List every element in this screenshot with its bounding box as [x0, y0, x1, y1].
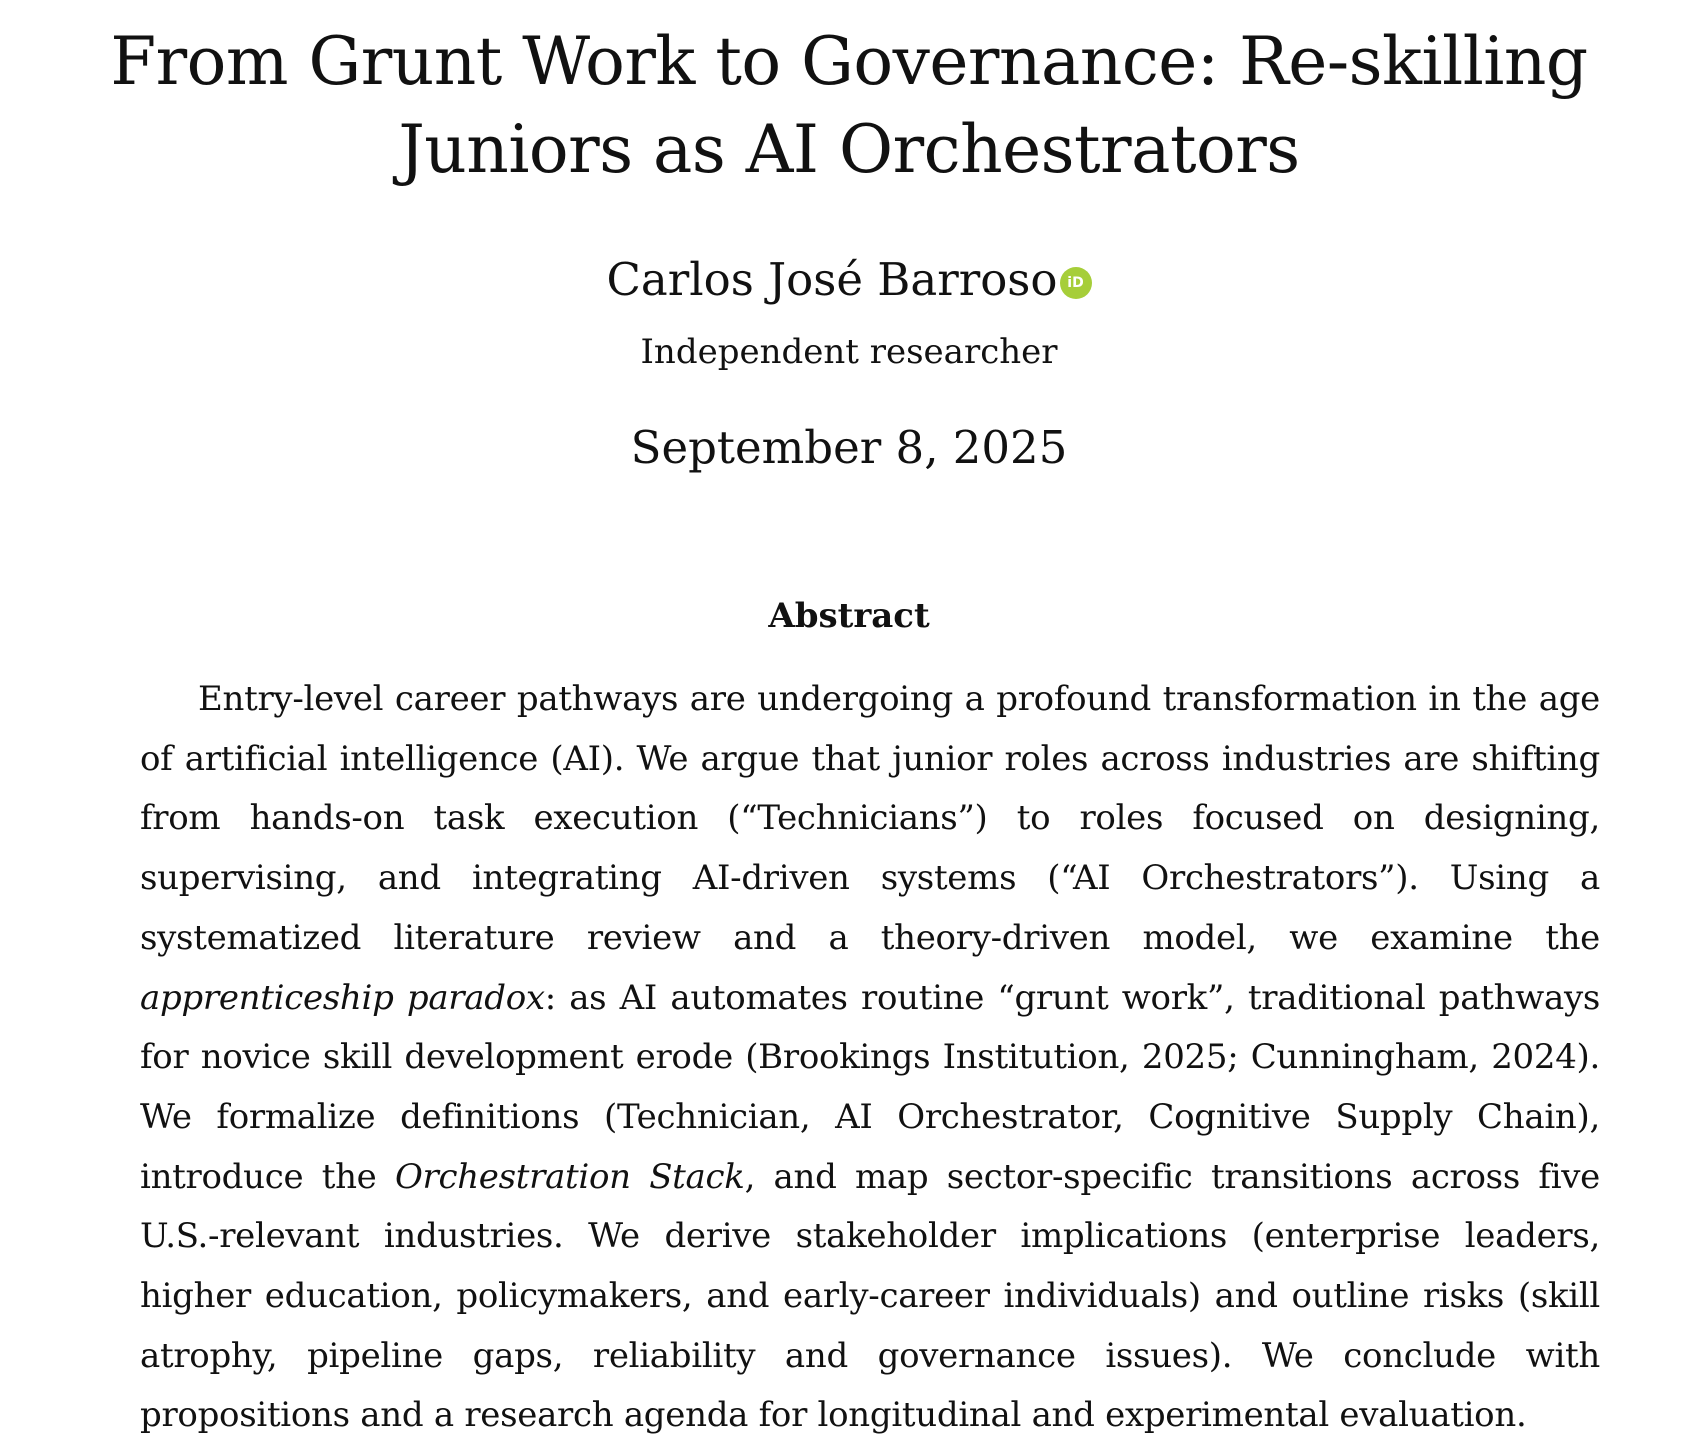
- abstract-text-segment: , and map sector-specific transitions across five U.S.-relevant industries. We derive stakeholder implications (enterprise leaders, higher education, policymakers, and early-career individuals) and outline risks (skill atrophy, pipeline gaps, reliability and governance issues). We conclude with propositions and a research agenda for longitudinal and experimental evaluation.: [140, 1156, 1600, 1436]
- abstract-text-segment: Entry-level career pathways are undergoing a profound transformation in the age of artificial intelligence (AI). We argue that junior roles across industries are shifting from hands-on task execution (“Technicians”) to roles focused on designing, supervising, and integrating AI-driven systems (“AI Orchestrators”). Using a systematized literature review and a theory-driven model, we examine the: [140, 679, 1600, 958]
- abstract-italic-term: apprenticeship paradox: [140, 977, 545, 1018]
- paper-title: From Grunt Work to Governance: Re-skilling Juniors as AI Orchestrators: [110, 23, 1588, 188]
- author-line: [0, 250, 1698, 310]
- author-name: Carlos José Barroso: [606, 253, 1058, 306]
- abstract-heading: Abstract: [768, 596, 930, 636]
- publication-date: September 8, 2025: [630, 421, 1068, 474]
- abstract-italic-term: Orchestration Stack: [394, 1156, 745, 1197]
- author-affiliation: Independent researcher: [640, 332, 1058, 372]
- abstract-text-segment: : as AI automates routine “grunt work”, traditional pathways for novice skill development erode (Brookings Institution, 2025; Cunningham, 2024). We formalize definitions (Technician, AI Orchestrator, Cognitive Supply Chain), introduce the: [140, 977, 1600, 1197]
- abstract-body: [140, 670, 1600, 1446]
- orcid-icon[interactable]: iD: [1060, 267, 1092, 299]
